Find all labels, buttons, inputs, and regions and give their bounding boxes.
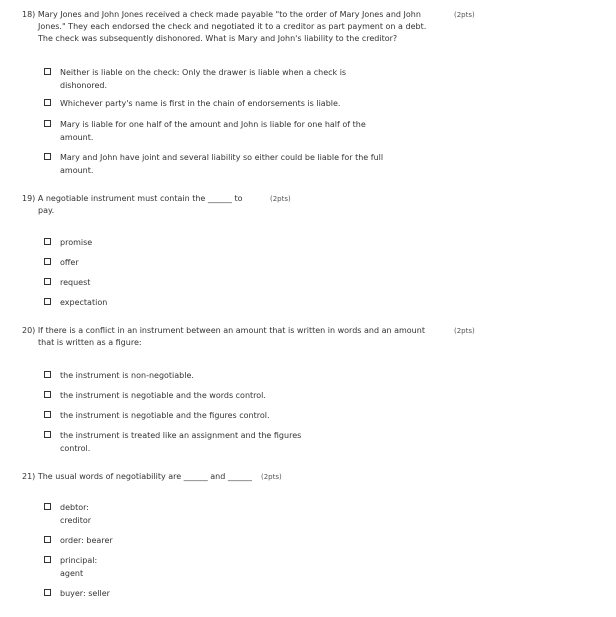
option-label: order: bearer: [60, 536, 113, 545]
question-text-line: The check was subsequently dishonored. What is Mary and John's liability to the creditor?: [38, 34, 398, 43]
checkbox[interactable]: [44, 589, 51, 596]
checkbox[interactable]: [44, 371, 51, 378]
question-text-line: pay.: [38, 206, 55, 215]
option-label: the instrument is treated like an assignment and the figures control.: [60, 431, 302, 453]
question-text-line: that is written as a figure:: [38, 338, 142, 347]
question-text-line: 20) If there is a conflict in an instrument between an amount that is written in words and an amount: [22, 326, 425, 335]
points-label: (2pts): [270, 195, 291, 203]
option-label: promise: [60, 238, 93, 247]
points-label: (2pts): [261, 473, 282, 481]
checkbox[interactable]: [44, 536, 51, 543]
option-label: offer: [60, 258, 79, 267]
checkbox[interactable]: [44, 431, 51, 438]
checkbox[interactable]: [44, 238, 51, 245]
checkbox[interactable]: [44, 503, 51, 510]
option-label: expectation: [60, 298, 108, 307]
points-label: (2pts): [454, 11, 475, 19]
question-text-line: 21) The usual words of negotiability are ______ and ______: [22, 472, 252, 481]
option-label: principal: agent: [60, 556, 98, 578]
option-label: debtor: creditor: [60, 503, 92, 525]
option-label: the instrument is negotiable and the words control.: [60, 391, 266, 400]
option-label: Neither is liable on the check: Only the drawer is liable when a check is dishonored.: [60, 68, 347, 90]
points-label: (2pts): [454, 327, 475, 335]
option-label: buyer: seller: [60, 589, 110, 598]
question-text-line: 19) A negotiable instrument must contain the ______ to: [22, 194, 243, 203]
option-label: Whichever party's name is first in the chain of endorsements is liable.: [60, 99, 341, 108]
checkbox[interactable]: [44, 278, 51, 285]
option-label: Mary is liable for one half of the amount and John is liable for one half of the amount.: [60, 120, 366, 142]
checkbox[interactable]: [44, 120, 51, 127]
checkbox[interactable]: [44, 258, 51, 265]
checkbox[interactable]: [44, 391, 51, 398]
option-label: the instrument is non-negotiable.: [60, 371, 194, 380]
checkbox[interactable]: [44, 68, 51, 75]
checkbox[interactable]: [44, 298, 51, 305]
option-label: Mary and John have joint and several liability so either could be liable for the full amount.: [60, 153, 384, 175]
question-text-line: 18) Mary Jones and John Jones received a check made payable "to the order of Mary Jones and John: [22, 10, 421, 19]
checkbox[interactable]: [44, 99, 51, 106]
checkbox[interactable]: [44, 556, 51, 563]
option-label: the instrument is negotiable and the figures control.: [60, 411, 270, 420]
option-label: request: [60, 278, 91, 287]
checkbox[interactable]: [44, 411, 51, 418]
question-text-line: Jones." They each endorsed the check and negotiated it to a creditor as part payment on a debt.: [38, 22, 427, 31]
checkbox[interactable]: [44, 153, 51, 160]
